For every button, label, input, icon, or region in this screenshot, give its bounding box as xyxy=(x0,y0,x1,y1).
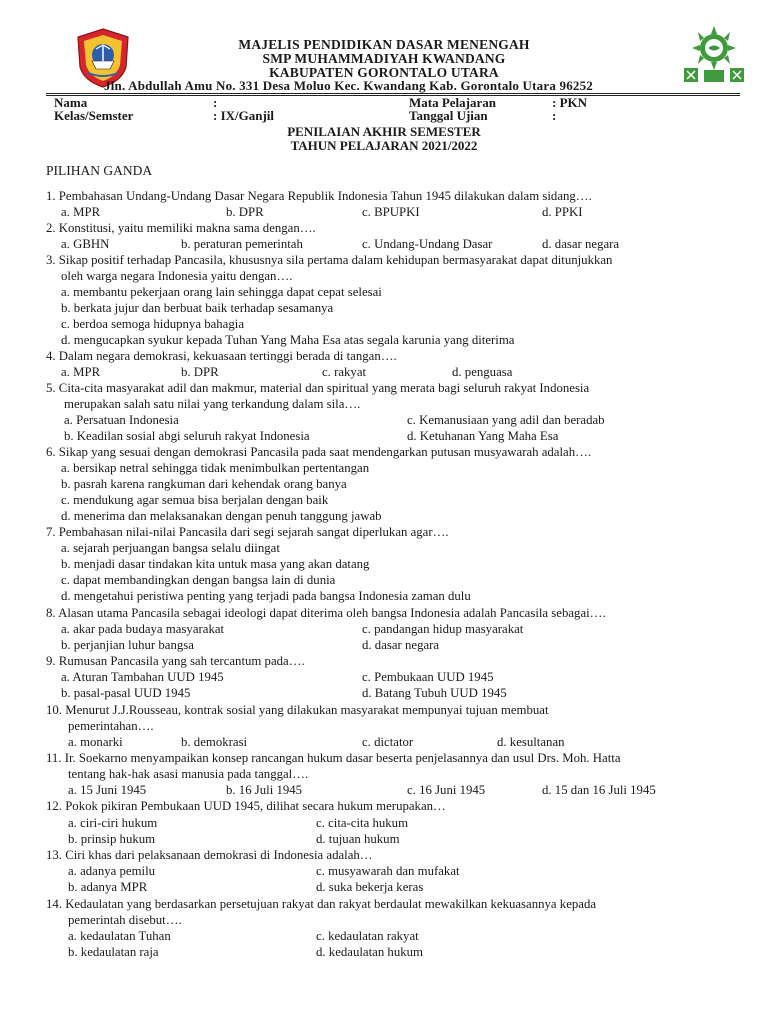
option-d: d. kesultanan xyxy=(497,735,565,749)
exam-title: PENILAIAN AKHIR SEMESTER xyxy=(287,124,481,139)
question-text-continued: pemerintahan…. xyxy=(68,719,154,733)
option-d: d. mengetahui peristiwa penting yang terjadi pada bangsa Indonesia zaman dulu xyxy=(61,589,471,603)
nama-label: Nama xyxy=(54,95,88,110)
question-text: 7. Pembahasan nilai-nilai Pancasila dari segi sejarah sangat diperlukan agar…. xyxy=(46,525,449,539)
option-b: b. DPR xyxy=(226,205,264,219)
option-c: c. BPUPKI xyxy=(362,205,420,219)
option-d: d. Ketuhanan Yang Maha Esa xyxy=(407,429,559,443)
option-d: d. Batang Tubuh UUD 1945 xyxy=(362,686,507,700)
letterhead-address: Jln. Abdullah Amu No. 331 Desa Moluo Kec. Kwandang Kab. Gorontalo Utara 96252 xyxy=(104,78,593,93)
question-text: 5. Cita-cita masyarakat adil dan makmur, material dan spiritual yang merata bagi seluruh rakyat Indonesia xyxy=(46,381,590,395)
question-text: 12. Pokok pikiran Pembukaan UUD 1945, dilihat secara hukum merupakan… xyxy=(46,799,446,813)
option-c: c. musyawarah dan mufakat xyxy=(316,864,460,878)
question-text: 10. Menurut J.J.Rousseau, kontrak sosial yang dilakukan masyarakat mempunyai tujuan membuat xyxy=(46,703,549,717)
letterhead-rule xyxy=(46,93,740,94)
option-c: c. dictator xyxy=(362,735,414,749)
option-d: d. dasar negara xyxy=(542,237,620,251)
question-text: 13. Ciri khas dari pelaksanaan demokrasi di Indonesia adalah… xyxy=(46,848,373,862)
option-b: b. prinsip hukum xyxy=(68,832,156,846)
option-b: b. demokrasi xyxy=(181,735,248,749)
option-a: a. ciri-ciri hukum xyxy=(68,816,158,830)
option-c: c. 16 Juni 1945 xyxy=(407,783,486,797)
option-d: d. PPKI xyxy=(542,205,583,219)
option-a: a. adanya pemilu xyxy=(68,864,156,878)
letterhead-regency: KABUPATEN GORONTALO UTARA xyxy=(269,65,499,80)
option-c: c. dapat membandingkan dengan bangsa lain di dunia xyxy=(61,573,336,587)
option-a: a. Persatuan Indonesia xyxy=(64,413,179,427)
option-a: a. MPR xyxy=(61,205,101,219)
question-text: 3. Sikap positif terhadap Pancasila, khususnya sila pertama dalam kehidupan bermasyarakat dapat ditunjukkan xyxy=(46,253,613,267)
option-d: d. mengucapkan syukur kepada Tuhan Yang Maha Esa atas segala karunia yang diterima xyxy=(61,333,515,347)
option-c: c. pandangan hidup masyarakat xyxy=(362,622,524,636)
question-text: 14. Kedaulatan yang berdasarkan persetujuan rakyat dan rakyat berdaulat mewakilkan kekuasannya kepada xyxy=(46,897,597,911)
option-a: a. membantu pekerjaan orang lain sehingga dapat cepat selesai xyxy=(61,285,382,299)
option-c: c. berdoa semoga hidupnya bahagia xyxy=(61,317,244,331)
mata-pelajaran-value: : PKN xyxy=(552,95,588,110)
option-c: c. Kemanusiaan yang adil dan beradab xyxy=(407,413,605,427)
option-a: a. 15 Juni 1945 xyxy=(68,783,147,797)
option-a: a. monarki xyxy=(68,735,123,749)
letterhead-rule-thin xyxy=(46,95,740,96)
question-text: 4. Dalam negara demokrasi, kekuasaan tertinggi berada di tangan…. xyxy=(46,349,397,363)
question-text: 1. Pembahasan Undang-Undang Dasar Negara Republik Indonesia Tahun 1945 dilakukan dalam sidang…. xyxy=(46,189,592,203)
option-c: c. cita-cita hukum xyxy=(316,816,409,830)
letterhead-line1: MAJELIS PENDIDIKAN DASAR MENENGAH xyxy=(238,37,530,52)
option-a: a. kedaulatan Tuhan xyxy=(68,929,171,943)
option-d: d. suka bekerja keras xyxy=(316,880,424,894)
option-a: a. GBHN xyxy=(61,237,110,251)
option-d: d. kedaulatan hukum xyxy=(316,945,423,959)
question-text: 11. Ir. Soekarno menyampaikan konsep rancangan hukum dasar beserta penjelasannya dan usul Drs. Moh. Hatta xyxy=(46,751,621,765)
kelas-semester-value: : IX/Ganjil xyxy=(213,108,275,123)
option-d: d. penguasa xyxy=(452,365,513,379)
question-text: 6. Sikap yang sesuai dengan demokrasi Pancasila pada saat mendengarkan putusan musyawarah adalah…. xyxy=(46,445,592,459)
question-text-continued: merupakan salah satu nilai yang terkandung dalam sila…. xyxy=(64,397,361,411)
option-b: b. adanya MPR xyxy=(68,880,148,894)
option-c: c. Pembukaan UUD 1945 xyxy=(362,670,494,684)
question-text: 8. Alasan utama Pancasila sebagai ideologi dapat diterima oleh bangsa Indonesia adalah Pancasila sebagai…. xyxy=(46,606,606,620)
question-text: 2. Konstitusi, yaitu memiliki makna sama dengan…. xyxy=(46,221,316,235)
option-b: b. menjadi dasar tindakan kita untuk masa yang akan datang xyxy=(61,557,370,571)
option-d: d. menerima dan melaksanakan dengan penuh tanggung jawab xyxy=(61,509,382,523)
option-d: d. dasar negara xyxy=(362,638,440,652)
option-c: c. rakyat xyxy=(322,365,367,379)
option-a: a. Aturan Tambahan UUD 1945 xyxy=(61,670,224,684)
question-text: 9. Rumusan Pancasila yang sah tercantum pada…. xyxy=(46,654,305,668)
option-a: a. akar pada budaya masyarakat xyxy=(61,622,225,636)
option-c: c. kedaulatan rakyat xyxy=(316,929,419,943)
option-b: b. perjanjian luhur bangsa xyxy=(61,638,194,652)
nama-colon: : xyxy=(213,95,218,110)
question-text-continued: oleh warga negara Indonesia yaitu dengan…. xyxy=(61,269,293,283)
tanggal-ujian-label: Tanggal Ujian xyxy=(409,108,488,123)
option-b: b. berkata jujur dan berbuat baik terhadap sesamanya xyxy=(61,301,334,315)
option-b: b. kedaulatan raja xyxy=(68,945,159,959)
question-text-continued: tentang hak-hak asasi manusia pada tanggal…. xyxy=(68,767,309,781)
letterhead-school-name: SMP MUHAMMADIYAH KWANDANG xyxy=(262,51,506,66)
section-heading: PILIHAN GANDA xyxy=(46,163,153,178)
option-b: b. 16 Juli 1945 xyxy=(226,783,303,797)
option-b: b. pasrah karena rangkuman dari kehendak orang banya xyxy=(61,477,347,491)
question-text-continued: pemerintah disebut…. xyxy=(68,913,182,927)
option-c: c. mendukung agar semua bisa berjalan dengan baik xyxy=(61,493,329,507)
option-d: d. 15 dan 16 Juli 1945 xyxy=(542,783,656,797)
option-b: b. peraturan pemerintah xyxy=(181,237,303,251)
mata-pelajaran-label: Mata Pelajaran xyxy=(409,95,497,110)
exam-year: TAHUN PELAJARAN 2021/2022 xyxy=(290,138,478,153)
kelas-semester-label: Kelas/Semster xyxy=(54,108,134,123)
option-a: a. MPR xyxy=(61,365,101,379)
option-a: a. bersikap netral sehingga tidak menimbulkan pertentangan xyxy=(61,461,370,475)
option-c: c. Undang-Undang Dasar xyxy=(362,237,493,251)
option-b: b. pasal-pasal UUD 1945 xyxy=(61,686,191,700)
option-d: d. tujuan hukum xyxy=(316,832,400,846)
option-a: a. sejarah perjuangan bangsa selalu diingat xyxy=(61,541,280,555)
option-b: b. DPR xyxy=(181,365,219,379)
option-b: b. Keadilan sosial abgi seluruh rakyat Indonesia xyxy=(64,429,310,443)
tanggal-ujian-colon: : xyxy=(552,108,557,123)
